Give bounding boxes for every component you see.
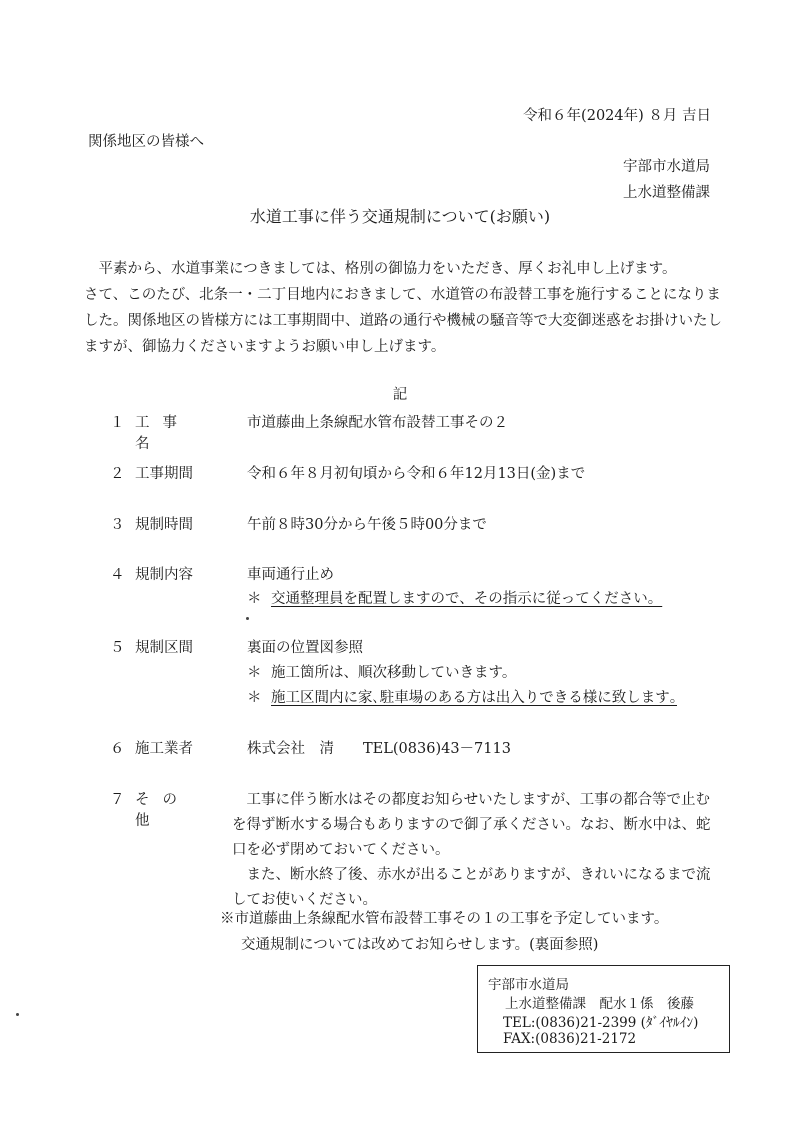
item-number: ７ xyxy=(110,792,125,808)
item-subnote xyxy=(247,587,662,608)
contact-fax: FAX:(0836)21-2172 xyxy=(503,1031,637,1047)
intro-paragraph-1: 平素から、水道事業につきましては、格別の御協力をいただき、厚くお礼申し上げます。 xyxy=(98,261,677,277)
contact-department: 上水道整備課 配水１係 後藤 xyxy=(505,996,694,1012)
note-traffic-notice: 交通規制については改めてお知らせします。(裏面参照) xyxy=(241,937,599,953)
item-label: 工事期間 xyxy=(135,466,193,482)
item-label: その他 xyxy=(135,792,191,829)
item-number: １ xyxy=(110,415,125,431)
note-planned-work: ※市道藤曲上条線配水管布設替工事その１の工事を予定しています。 xyxy=(220,911,669,927)
addressee: 関係地区の皆様へ xyxy=(88,134,204,150)
intro-text xyxy=(84,256,724,360)
item-value: 車両通行止め xyxy=(247,567,334,583)
contact-box xyxy=(477,965,730,1053)
asterisk-mark: ＊ xyxy=(247,591,262,607)
item-label: 規制区間 xyxy=(135,640,193,656)
item-number: ６ xyxy=(110,741,125,757)
item-number: ５ xyxy=(110,640,125,656)
asterisk-mark: ＊ xyxy=(247,665,262,681)
item-label: 工事名 xyxy=(135,415,191,452)
item-number: ４ xyxy=(110,567,125,583)
item-other-body xyxy=(232,788,722,913)
item-number: ２ xyxy=(110,466,125,482)
contact-organization: 宇部市水道局 xyxy=(488,977,569,993)
item-value: 株式会社 清 TEL(0836)43－7113 xyxy=(247,741,511,757)
item-value: 令和６年８月初旬頃から令和６年12月13日(金)まで xyxy=(247,466,586,482)
item-label: 施工業者 xyxy=(135,741,193,757)
subnote-text: 施工箇所は、順次移動していきます。 xyxy=(271,665,517,681)
scan-speck xyxy=(246,617,249,620)
subnote-text: 交通整理員を配置しますので、その指示に従ってください。 xyxy=(271,591,663,607)
item-value: 市道藤曲上条線配水管布設替工事その２ xyxy=(247,415,508,431)
intro-paragraph-2: さて、このたび、北条一・二丁目地内におきまして、水道管の布設替工事を施行することになりました。関係地区の皆様方には工事期間中、道路の通行や機械の騒音等で大変御迷惑をお掛けいたしますが、御協力くださいますようお願い申し上げます。 xyxy=(84,287,722,355)
ki-heading: 記 xyxy=(392,387,408,403)
sender-department: 上水道整備課 xyxy=(623,185,710,201)
item-subnote xyxy=(247,686,677,707)
subnote-text: 施工区間内に家､駐車場のある方は出入りできる様に致します｡ xyxy=(271,690,677,706)
document-date: 令和６年(2024年) ８月 吉日 xyxy=(523,108,711,124)
scan-speck xyxy=(16,1013,19,1016)
item-value: 午前８時30分から午後５時00分まで xyxy=(247,517,487,533)
item-value: 裏面の位置図参照 xyxy=(247,640,363,656)
other-paragraph-1: 工事に伴う断水はその都度お知らせいたしますが、工事の都合等で止むを得ず断水する場合もありますので御了承ください。なお、断水中は、蛇口を必ず閉めておいてください。 xyxy=(232,792,711,858)
item-number: ３ xyxy=(110,517,125,533)
item-label: 規制時間 xyxy=(135,517,193,533)
item-label: 規制内容 xyxy=(135,567,193,583)
contact-tel: TEL:(0836)21-2399 (ﾀﾞｲﾔﾙｲﾝ) xyxy=(503,1015,699,1031)
document-title: 水道工事に伴う交通規制について(お願い) xyxy=(249,207,551,226)
sender-organization: 宇部市水道局 xyxy=(623,159,710,175)
asterisk-mark: ＊ xyxy=(247,690,262,706)
other-paragraph-2: また、断水終了後、赤水が出ることがありますが、きれいになるまで流してお使いください。 xyxy=(232,867,711,908)
item-subnote xyxy=(247,661,516,682)
